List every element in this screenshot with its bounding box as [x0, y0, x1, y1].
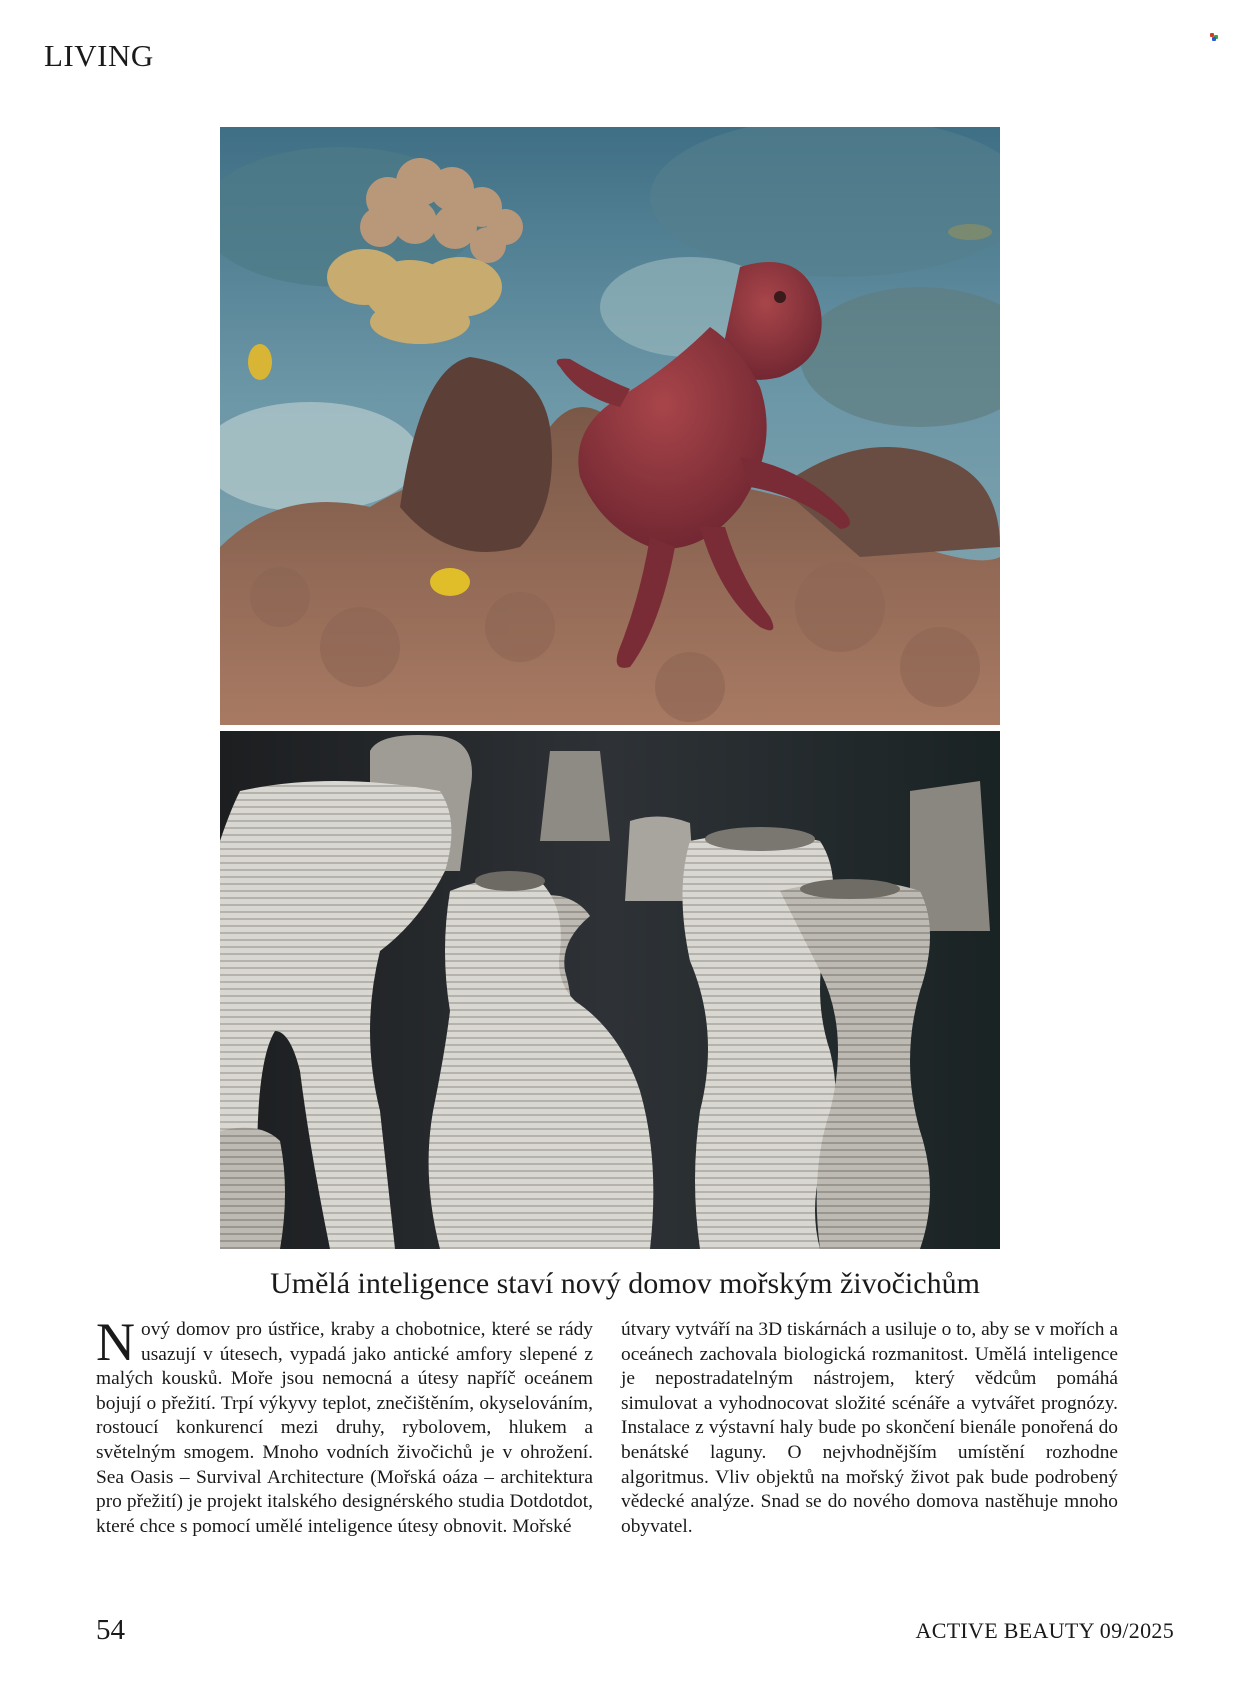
printed-vases-photo [220, 731, 1000, 1249]
page-number: 54 [96, 1614, 125, 1646]
article-column-left [96, 1312, 593, 1539]
color-mark-icon [1210, 33, 1220, 39]
article-body-left: ový domov pro ústřice, kraby a chobotnice, které se rády usazují v útesech, vypadá jako antické amfory slepené z malých kousků. Moře jsou nemocná a útesy napříč oceánem bojují o přežití. Trpí výkyvy teplot, znečištěním, okyselováním, rostoucí konkurencí mezi druhy, rybolovem, hlukem a světelným smogem. Mnoho vodních živočichů je v ohrožení. Sea Oasis – Survival Architecture (Mořská oáza – architektura pro přežití) je projekt italského designérského studia Dotdotdot, které chce s pomocí umělé inteligence útesy obnovit. Mořské [96, 1319, 593, 1537]
section-label: LIVING [44, 38, 154, 73]
drop-cap: N [96, 1312, 135, 1372]
octopus-photo [220, 127, 1000, 725]
article-column-right [621, 1318, 1118, 1539]
article-headline: Umělá inteligence staví nový domov mořským živočichům [270, 1267, 980, 1300]
magazine-issue: ACTIVE BEAUTY 09/2025 [915, 1618, 1174, 1643]
article-body-right: útvary vytváří na 3D tiskárnách a usiluje o to, aby se v mořích a oceánech zachovala biologická rozmanitost. Umělá inteligence je nepostradatelným nástrojem, který vědcům pomáhá simulovat a vyhodnocovat složité scénáře a vytvářet prognózy. Instalace z výstavní haly bude po skončení bienále ponořená do benátské laguny. O nejvhodnějším umístění rozhodne algoritmus. Vliv objektů na mořský život pak bude podrobený vědecké analýze. Snad se do nového domova nastěhuje mnoho obyvatel. [621, 1319, 1118, 1537]
